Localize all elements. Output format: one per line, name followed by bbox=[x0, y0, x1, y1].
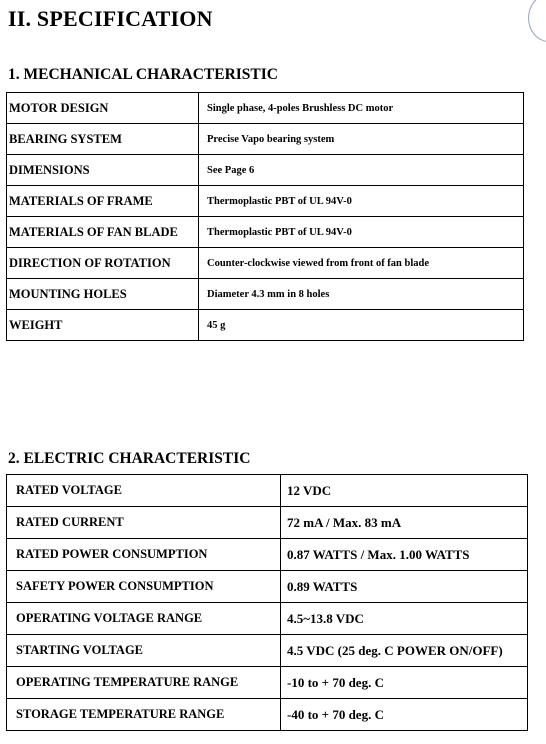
table-row bbox=[7, 155, 524, 186]
table-row bbox=[7, 699, 528, 731]
spec-label: MATERIALS OF FAN BLADE bbox=[7, 217, 199, 248]
spec-value: See Page 6 bbox=[199, 155, 524, 186]
table-row bbox=[7, 539, 528, 571]
spec-label: OPERATING TEMPERATURE RANGE bbox=[7, 667, 281, 699]
table-row bbox=[7, 248, 524, 279]
spec-label: WEIGHT bbox=[7, 310, 199, 341]
table-row bbox=[7, 507, 528, 539]
spec-value: 0.89 WATTS bbox=[281, 571, 528, 603]
decorative-arc bbox=[528, 0, 546, 42]
spec-label: RATED POWER CONSUMPTION bbox=[7, 539, 281, 571]
spec-label: STORAGE TEMPERATURE RANGE bbox=[7, 699, 281, 731]
spec-label: SAFETY POWER CONSUMPTION bbox=[7, 571, 281, 603]
page-title: II. SPECIFICATION bbox=[8, 6, 213, 31]
mechanical-spec-table bbox=[6, 92, 524, 341]
spec-label: DIRECTION OF ROTATION bbox=[7, 248, 199, 279]
table-row bbox=[7, 279, 524, 310]
table-row bbox=[7, 571, 528, 603]
spec-value: -40 to + 70 deg. C bbox=[281, 699, 528, 731]
spec-value: 12 VDC bbox=[281, 475, 528, 507]
spec-value: -10 to + 70 deg. C bbox=[281, 667, 528, 699]
spec-value: Counter-clockwise viewed from front of fan blade bbox=[199, 248, 524, 279]
spec-label: RATED VOLTAGE bbox=[7, 475, 281, 507]
spec-value: Precise Vapo bearing system bbox=[199, 124, 524, 155]
spec-value: 4.5~13.8 VDC bbox=[281, 603, 528, 635]
spec-value: Thermoplastic PBT of UL 94V-0 bbox=[199, 186, 524, 217]
mechanical-section-title: 1. MECHANICAL CHARACTERISTIC bbox=[8, 66, 278, 83]
table-row bbox=[7, 635, 528, 667]
spec-label: MOUNTING HOLES bbox=[7, 279, 199, 310]
table-row bbox=[7, 217, 524, 248]
spec-value: 4.5 VDC (25 deg. C POWER ON/OFF) bbox=[281, 635, 528, 667]
table-row bbox=[7, 124, 524, 155]
spec-label: MATERIALS OF FRAME bbox=[7, 186, 199, 217]
electric-spec-table bbox=[6, 474, 528, 731]
spec-label: BEARING SYSTEM bbox=[7, 124, 199, 155]
spec-value: 72 mA / Max. 83 mA bbox=[281, 507, 528, 539]
spec-label: RATED CURRENT bbox=[7, 507, 281, 539]
spec-value: Thermoplastic PBT of UL 94V-0 bbox=[199, 217, 524, 248]
spec-value: 0.87 WATTS / Max. 1.00 WATTS bbox=[281, 539, 528, 571]
spec-value: 45 g bbox=[199, 310, 524, 341]
table-row bbox=[7, 310, 524, 341]
table-row bbox=[7, 93, 524, 124]
electric-section-title: 2. ELECTRIC CHARACTERISTIC bbox=[8, 450, 251, 467]
spec-label: OPERATING VOLTAGE RANGE bbox=[7, 603, 281, 635]
spec-label: MOTOR DESIGN bbox=[7, 93, 199, 124]
table-row bbox=[7, 667, 528, 699]
table-row bbox=[7, 603, 528, 635]
table-row bbox=[7, 186, 524, 217]
table-row bbox=[7, 475, 528, 507]
spec-label: DIMENSIONS bbox=[7, 155, 199, 186]
spec-label: STARTING VOLTAGE bbox=[7, 635, 281, 667]
spec-value: Diameter 4.3 mm in 8 holes bbox=[199, 279, 524, 310]
spec-value: Single phase, 4-poles Brushless DC motor bbox=[199, 93, 524, 124]
